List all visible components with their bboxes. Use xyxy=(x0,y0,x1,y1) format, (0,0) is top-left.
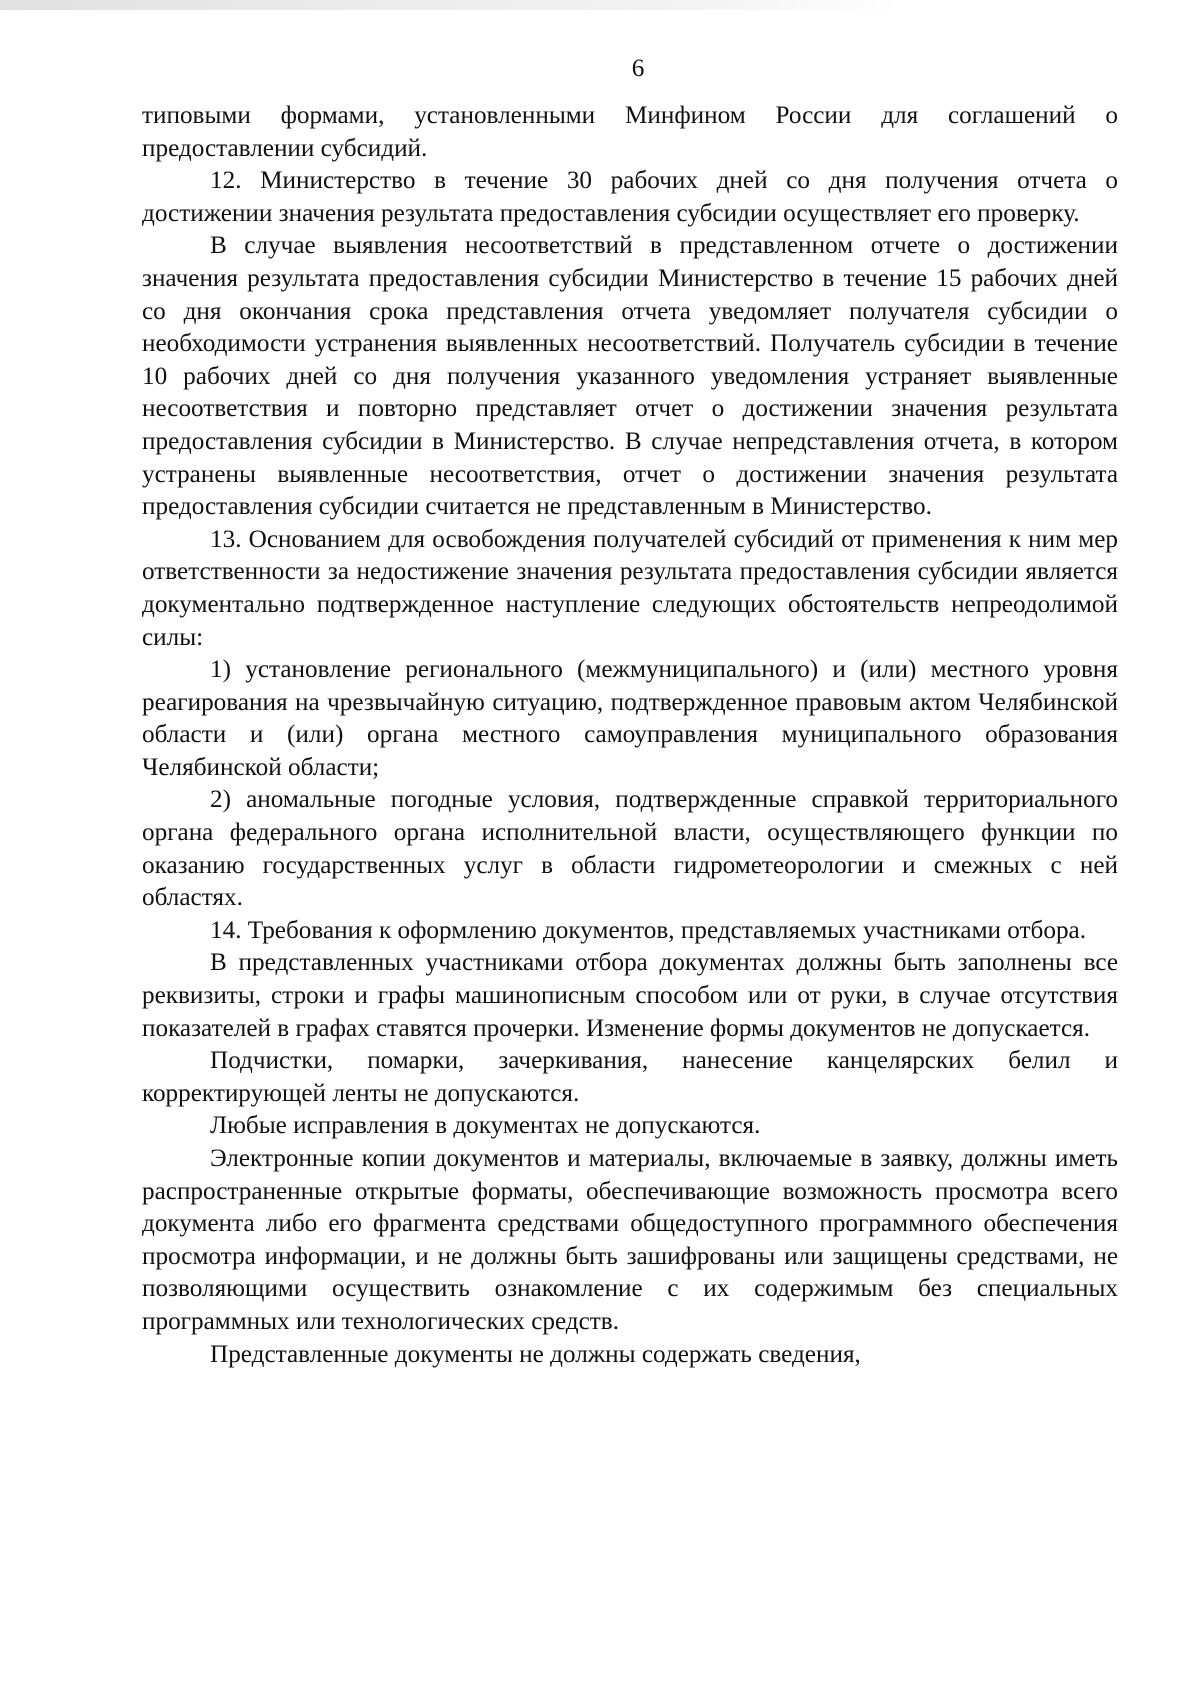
paragraph-7: 14. Требования к оформлению документов, представляемых участниками отбора. xyxy=(210,916,1087,944)
paragraph-9: Подчистки, помарки, зачеркивания, нанесение канцелярских белил и корректирующей ленты не допускаются. xyxy=(142,1047,1118,1107)
document-page xyxy=(142,52,1118,1371)
paragraph-1: типовыми формами, установленными Минфином России для соглашений о предоставлении субсидий. xyxy=(142,102,1118,162)
paragraph-10: Любые исправления в документах не допускаются. xyxy=(210,1112,761,1140)
paragraph-6: 2) аномальные погодные условия, подтвержденные справкой территориального органа федерального органа исполнительной власти, осуществляющего функции по оказанию государственных услуг в области гидрометеорологии и смежных с ней областях. xyxy=(142,786,1118,912)
paragraph-11: Электронные копии документов и материалы, включаемые в заявку, должны иметь распространенные открытые форматы, обеспечивающие возможность просмотра всего документа либо его фрагмента средствами общедоступного программного обеспечения просмотра информации, и не должны быть зашифрованы или защищены средствами, не позволяющими осуществить ознакомление с их содержимым без специальных программных или технологических средств. xyxy=(142,1145,1118,1335)
paragraph-12: Представленные документы не должны содержать сведения, xyxy=(210,1340,861,1368)
page-number: 6 xyxy=(631,55,645,82)
paragraph-5: 1) установление регионального (межмуниципального) и (или) местного уровня реагирования на чрезвычайную ситуацию, подтвержденное правовым актом Челябинской области и (или) органа местного самоуправления муниципального образования Челябинской области; xyxy=(142,656,1118,781)
paragraph-2: 12. Министерство в течение 30 рабочих дней со дня получения отчета о достижении значения результата предоставления субсидии осуществляет его проверку. xyxy=(142,167,1118,227)
paragraph-4: 13. Основанием для освобождения получателей субсидий от применения к ним мер ответственности за недостижение значения результата предоставления субсидии является документально подтвержденное наступление следующих обстоятельств непреодолимой силы: xyxy=(142,525,1118,651)
scan-edge-shading xyxy=(0,0,900,10)
paragraph-3: В случае выявления несоответствий в представленном отчете о достижении значения результата предоставления субсидии Министерство в течение 15 рабочих дней со дня окончания срока представления отчета уведомляет получателя субсидии о необходимости устранения выявленных несоответствий. Получатель субсидии в течение 10 рабочих дней со дня получения указанного уведомления устраняет выявленные несоответствия и повторно представляет отчет о достижении значения результата предоставления субсидии в Министерство. В случае непредставления отчета, в котором устранены выявленные несоответствия, отчет о достижении значения результата предоставления субсидии считается не представленным в Министерство. xyxy=(142,232,1118,521)
paragraph-8: В представленных участниками отбора документах должны быть заполнены все реквизиты, строки и графы машинописным способом или от руки, в случае отсутствия показателей в графах ставятся прочерки. Изменение формы документов не допускается. xyxy=(142,949,1118,1042)
